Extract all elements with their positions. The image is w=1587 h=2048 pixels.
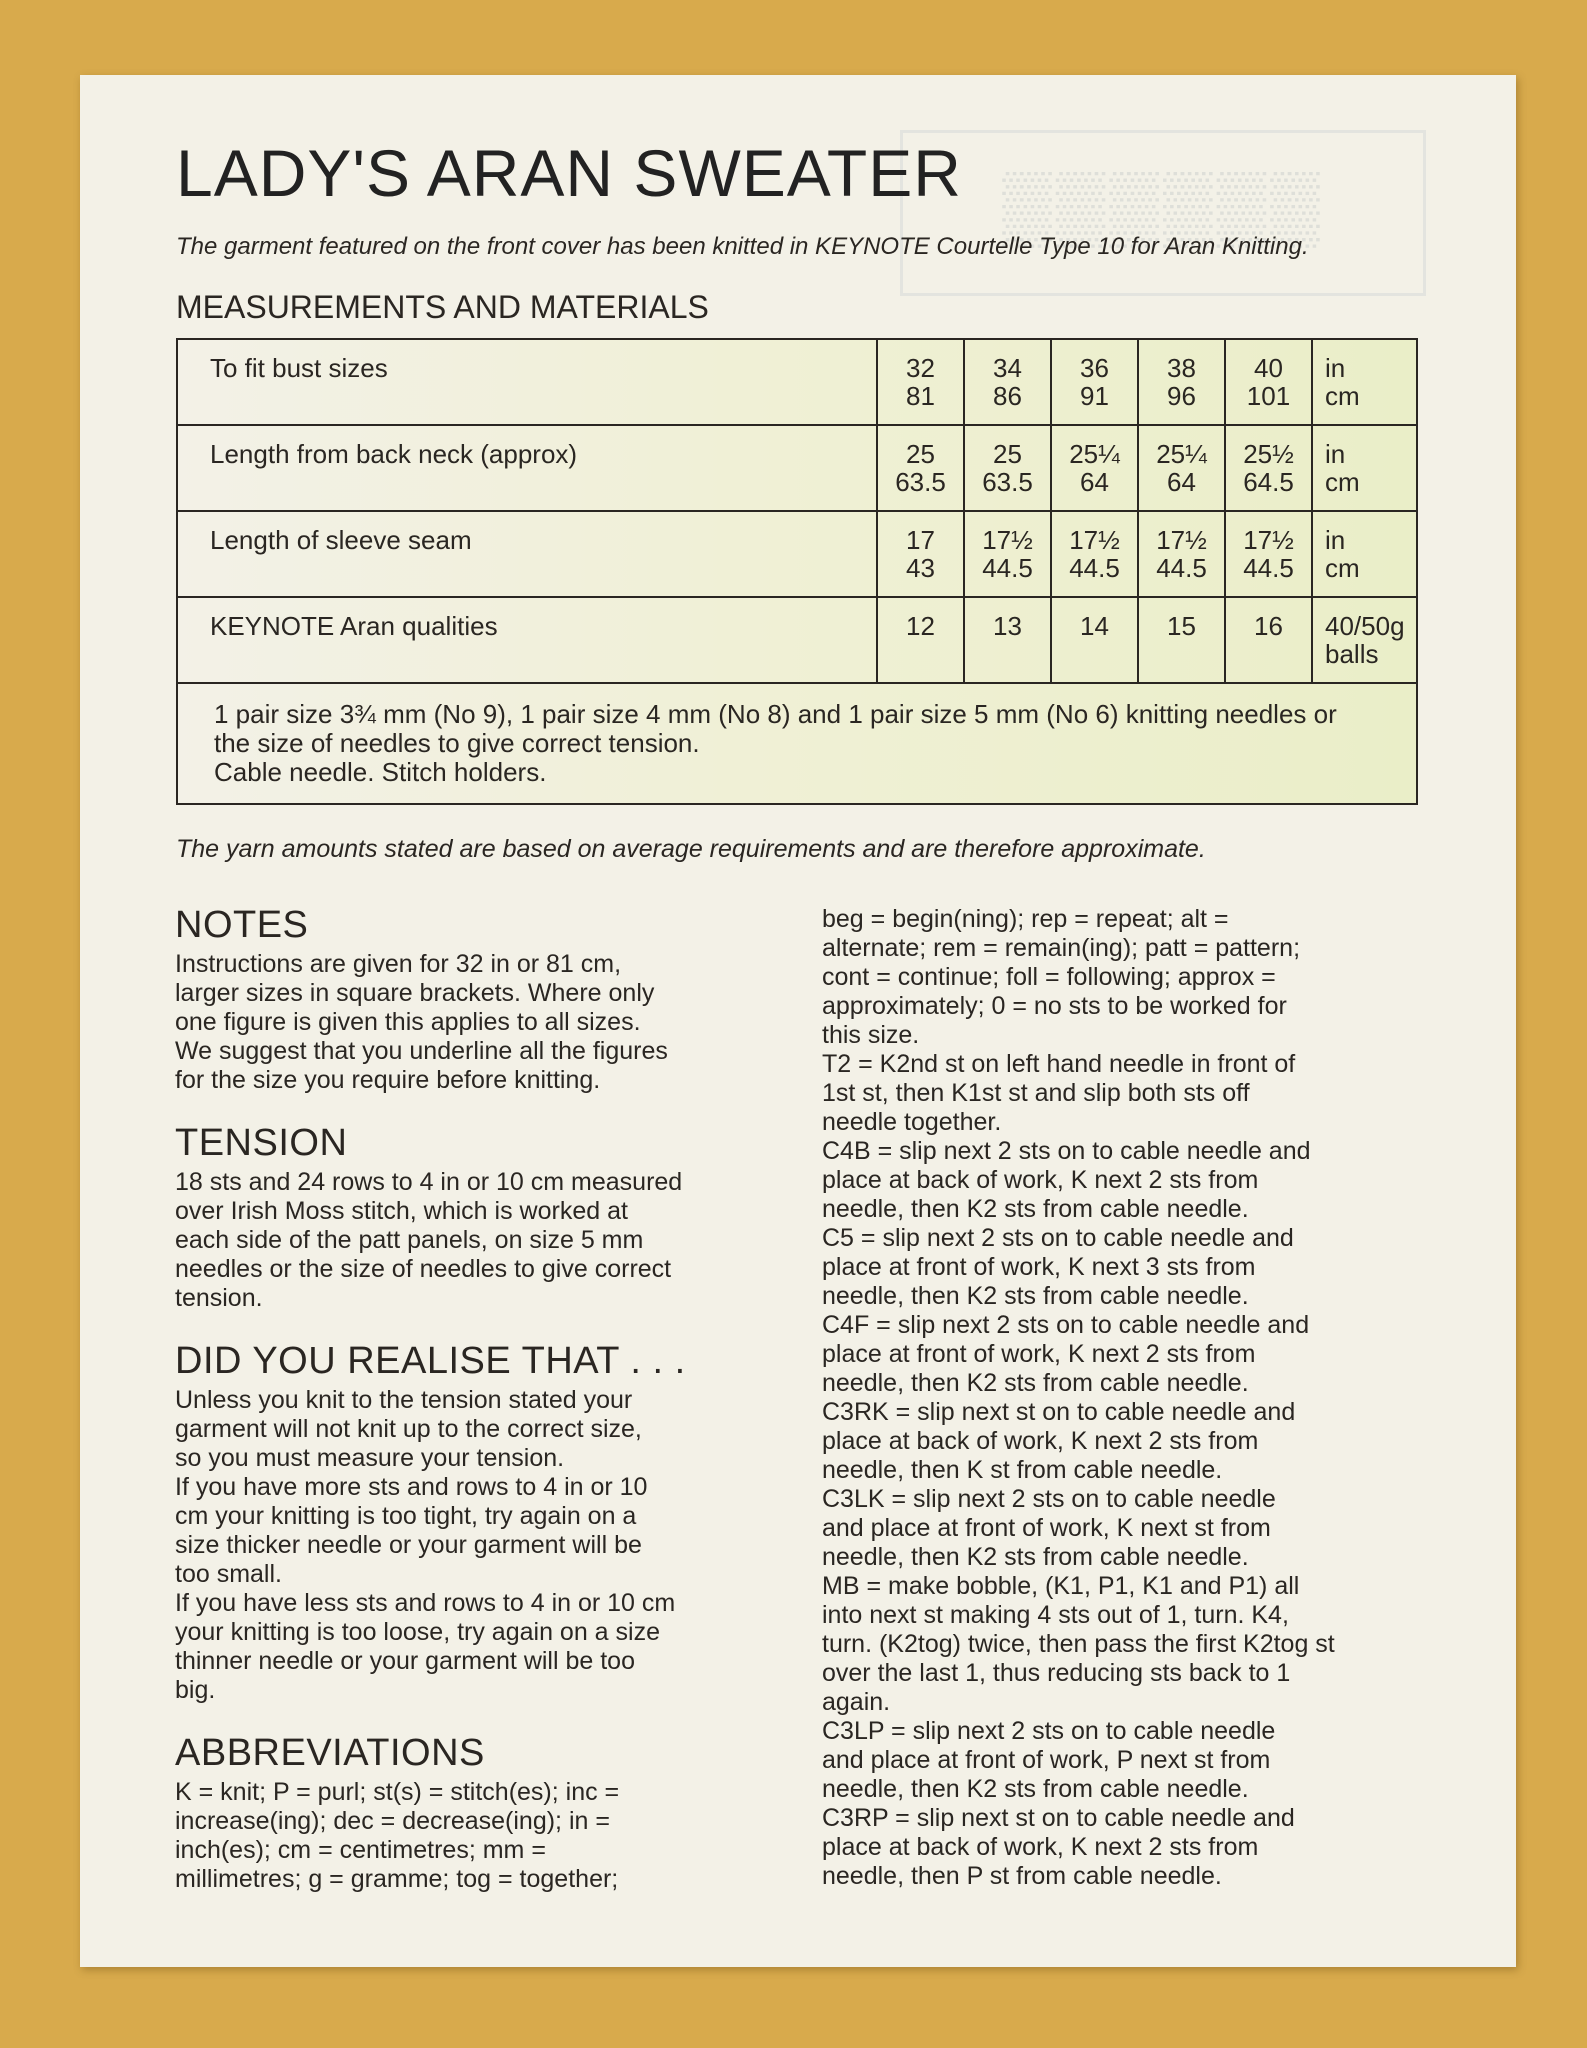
measurement-row <box>177 597 1417 683</box>
text-line: into next st making 4 sts out of 1, turn. K4, <box>822 1601 1289 1629</box>
value-metric: 101 <box>1246 381 1291 411</box>
text-line: If you have more sts and rows to 4 in or 10 <box>175 1473 648 1501</box>
value-metric: 81 <box>906 381 935 411</box>
text-line: thinner needle or your garment will be too <box>175 1647 635 1675</box>
unit-text: in <box>1325 525 1346 555</box>
measurement-value <box>1051 597 1138 683</box>
text-line: place at back of work, K next 2 sts from <box>822 1166 1259 1194</box>
measurement-value <box>1225 339 1312 425</box>
text-line: inch(es); cm = centimetres; mm = <box>175 1836 546 1864</box>
value-metric: 64.5 <box>1243 467 1294 497</box>
abbreviations-text-left <box>175 1778 775 1894</box>
abbreviations-heading: ABBREVIATIONS <box>175 1732 485 1774</box>
text-line: K = knit; P = purl; st(s) = stitch(es); inc = <box>175 1778 620 1806</box>
text-line: needle, then K2 sts from cable needle. <box>822 1543 1249 1571</box>
measurement-value <box>964 511 1051 597</box>
text-line: C3RP = slip next st on to cable needle and <box>822 1804 1295 1832</box>
value-imperial: 16 <box>1254 611 1283 641</box>
measurement-value <box>1138 597 1225 683</box>
realise-section <box>175 1339 775 1705</box>
notes-section <box>175 903 775 1095</box>
needles-cell <box>177 683 1417 804</box>
measurement-unit <box>1312 425 1417 511</box>
text-line: and place at front of work, K next st from <box>822 1514 1271 1542</box>
text-line: so you must measure your tension. <box>175 1444 565 1472</box>
measurement-value <box>1051 339 1138 425</box>
measurement-value <box>1225 425 1312 511</box>
text-line: MB = make bobble, (K1, P1, K1 and P1) all <box>822 1572 1300 1600</box>
text-line: turn. (K2tog) twice, then pass the first K2tog st <box>822 1630 1335 1658</box>
text-line: needle, then K2 sts from cable needle. <box>822 1282 1249 1310</box>
measurement-label: Length from back neck (approx) <box>177 425 877 511</box>
unit-text: balls <box>1325 639 1379 669</box>
text-line: C4B = slip next 2 sts on to cable needle and <box>822 1137 1311 1165</box>
measurement-row <box>177 339 1417 425</box>
value-metric: 44.5 <box>1069 553 1120 583</box>
value-imperial: 34 <box>993 353 1022 383</box>
text-line: needle, then K2 sts from cable needle. <box>822 1195 1249 1223</box>
text-line: If you have less sts and rows to 4 in or 10 cm <box>175 1589 676 1617</box>
value-metric: 64 <box>1080 467 1109 497</box>
text-line: C3LK = slip next 2 sts on to cable needle <box>822 1485 1276 1513</box>
measurement-value <box>1138 425 1225 511</box>
text-line: one figure is given this applies to all sizes. <box>175 1008 641 1036</box>
value-imperial: 13 <box>993 611 1022 641</box>
value-metric: 64 <box>1167 467 1196 497</box>
measurement-label: KEYNOTE Aran qualities <box>177 597 877 683</box>
text-line: over Irish Moss stitch, which is worked at <box>175 1197 628 1225</box>
needles-line: the size of needles to give correct tension. <box>214 728 700 758</box>
text-line: C3LP = slip next 2 sts on to cable needle <box>822 1717 1276 1745</box>
text-line: tension. <box>175 1284 263 1312</box>
measurement-unit <box>1312 511 1417 597</box>
unit-text: cm <box>1325 381 1360 411</box>
value-metric: 63.5 <box>982 467 1033 497</box>
text-line: place at back of work, K next 2 sts from <box>822 1427 1259 1455</box>
value-imperial: 25 <box>993 439 1022 469</box>
realise-text <box>175 1386 775 1705</box>
right-column <box>822 905 1422 1891</box>
text-line: C4F = slip next 2 sts on to cable needle and <box>822 1311 1310 1339</box>
measurement-value <box>1138 511 1225 597</box>
text-line: cm your knitting is too tight, try again on a <box>175 1502 637 1530</box>
value-imperial: 15 <box>1167 611 1196 641</box>
value-imperial: 25½ <box>1243 439 1294 469</box>
value-metric: 44.5 <box>1156 553 1207 583</box>
value-metric: 43 <box>906 553 935 583</box>
value-imperial: 25 <box>906 439 935 469</box>
text-line: T2 = K2nd st on left hand needle in front of <box>822 1050 1296 1078</box>
measurement-value <box>877 339 964 425</box>
unit-text: cm <box>1325 467 1360 497</box>
text-line: larger sizes in square brackets. Where only <box>175 979 655 1007</box>
text-line: place at back of work, K next 2 sts from <box>822 1833 1259 1861</box>
text-line: 18 sts and 24 rows to 4 in or 10 cm measured <box>175 1168 683 1196</box>
text-line: needle, then P st from cable needle. <box>822 1862 1222 1890</box>
value-imperial: 17½ <box>1069 525 1120 555</box>
measurement-value <box>877 597 964 683</box>
text-line: cont = continue; foll = following; approx = <box>822 963 1276 991</box>
text-line: increase(ing); dec = decrease(ing); in = <box>175 1807 610 1835</box>
text-line: garment will not knit up to the correct size, <box>175 1415 642 1443</box>
measurement-label: Length of sleeve seam <box>177 511 877 597</box>
realise-heading: DID YOU REALISE THAT . . . <box>175 1340 686 1382</box>
text-line: each side of the patt panels, on size 5 mm <box>175 1226 644 1254</box>
measurements-heading: MEASUREMENTS AND MATERIALS <box>176 289 709 325</box>
text-line: again. <box>822 1688 891 1716</box>
text-line: C3RK = slip next st on to cable needle and <box>822 1398 1296 1426</box>
value-metric: 86 <box>993 381 1022 411</box>
text-line: needles or the size of needles to give correct <box>175 1255 672 1283</box>
value-imperial: 38 <box>1167 353 1196 383</box>
text-line: place at front of work, K next 2 sts from <box>822 1340 1256 1368</box>
measurement-value <box>964 597 1051 683</box>
text-line: for the size you require before knitting. <box>175 1066 601 1094</box>
value-imperial: 17½ <box>982 525 1033 555</box>
measurement-value <box>1051 425 1138 511</box>
tension-section <box>175 1121 775 1313</box>
value-imperial: 25¼ <box>1156 439 1207 469</box>
text-line: needle, then K2 sts from cable needle. <box>822 1369 1249 1397</box>
measurement-value <box>1225 597 1312 683</box>
page-title: LADY'S ARAN SWEATER <box>176 136 962 210</box>
notes-heading: NOTES <box>175 904 309 946</box>
measurements-table <box>176 338 1418 805</box>
measurement-unit <box>1312 597 1417 683</box>
text-line: approximately; 0 = no sts to be worked for <box>822 992 1287 1020</box>
text-line: big. <box>175 1676 216 1704</box>
measurement-value <box>1051 511 1138 597</box>
value-metric: 44.5 <box>982 553 1033 583</box>
measurement-value <box>964 425 1051 511</box>
text-line: your knitting is too loose, try again on a size <box>175 1618 660 1646</box>
yarn-note: The yarn amounts stated are based on average requirements and are therefore approximate. <box>176 835 1206 863</box>
abbreviations-text-right <box>822 905 1422 1891</box>
abbreviations-section <box>175 1731 775 1894</box>
unit-text: in <box>1325 353 1346 383</box>
value-metric: 91 <box>1080 381 1109 411</box>
text-line: Unless you knit to the tension stated your <box>175 1386 633 1414</box>
measurement-value <box>1225 511 1312 597</box>
tension-text <box>175 1168 775 1313</box>
measurement-value <box>877 511 964 597</box>
measurement-row <box>177 425 1417 511</box>
text-line: alternate; rem = remain(ing); patt = pattern; <box>822 934 1301 962</box>
measurement-value <box>1138 339 1225 425</box>
measurement-value <box>964 339 1051 425</box>
left-column <box>175 903 775 1920</box>
subtitle: The garment featured on the front cover has been knitted in KEYNOTE Courtelle Type 10 for Aran Knitting. <box>176 233 1309 260</box>
text-line: needle, then K st from cable needle. <box>822 1456 1223 1484</box>
value-imperial: 36 <box>1080 353 1109 383</box>
value-metric: 44.5 <box>1243 553 1294 583</box>
pattern-sheet <box>80 75 1516 1967</box>
text-line: this size. <box>822 1021 920 1049</box>
notes-text <box>175 950 775 1095</box>
value-imperial: 32 <box>906 353 935 383</box>
measurement-value <box>877 425 964 511</box>
text-line: needle, then K2 sts from cable needle. <box>822 1775 1249 1803</box>
value-imperial: 40 <box>1254 353 1283 383</box>
needles-line: 1 pair size 3¾ mm (No 9), 1 pair size 4 mm (No 8) and 1 pair size 5 mm (No 6) knitting needles or <box>214 699 1337 729</box>
tension-heading: TENSION <box>175 1122 348 1164</box>
text-line: beg = begin(ning); rep = repeat; alt = <box>822 905 1229 933</box>
value-imperial: 17½ <box>1243 525 1294 555</box>
value-imperial: 14 <box>1080 611 1109 641</box>
text-line: Instructions are given for 32 in or 81 cm, <box>175 950 622 978</box>
value-metric: 96 <box>1167 381 1196 411</box>
unit-text: cm <box>1325 553 1360 583</box>
measurement-row <box>177 511 1417 597</box>
measurement-unit <box>1312 339 1417 425</box>
value-imperial: 25¼ <box>1069 439 1120 469</box>
text-line: We suggest that you underline all the figures <box>175 1037 668 1065</box>
text-line: millimetres; g = gramme; tog = together; <box>175 1865 619 1893</box>
text-line: size thicker needle or your garment will be <box>175 1531 642 1559</box>
text-line: needle together. <box>822 1108 1002 1136</box>
measurement-label: To fit bust sizes <box>177 339 877 425</box>
value-imperial: 12 <box>906 611 935 641</box>
unit-text: in <box>1325 439 1346 469</box>
text-line: over the last 1, thus reducing sts back to 1 <box>822 1659 1291 1687</box>
needles-line: Cable needle. Stitch holders. <box>214 757 547 787</box>
text-line: and place at front of work, P next st from <box>822 1746 1271 1774</box>
text-line: 1st st, then K1st st and slip both sts off <box>822 1079 1250 1107</box>
value-imperial: 17 <box>906 525 935 555</box>
show-through-logo: ▒▒▒▒▒▒ <box>900 130 1426 296</box>
text-line: C5 = slip next 2 sts on to cable needle and <box>822 1224 1294 1252</box>
value-metric: 63.5 <box>895 467 946 497</box>
text-line: place at front of work, K next 3 sts from <box>822 1253 1256 1281</box>
value-imperial: 17½ <box>1156 525 1207 555</box>
text-line: too small. <box>175 1560 282 1588</box>
unit-text: 40/50g <box>1325 611 1405 641</box>
